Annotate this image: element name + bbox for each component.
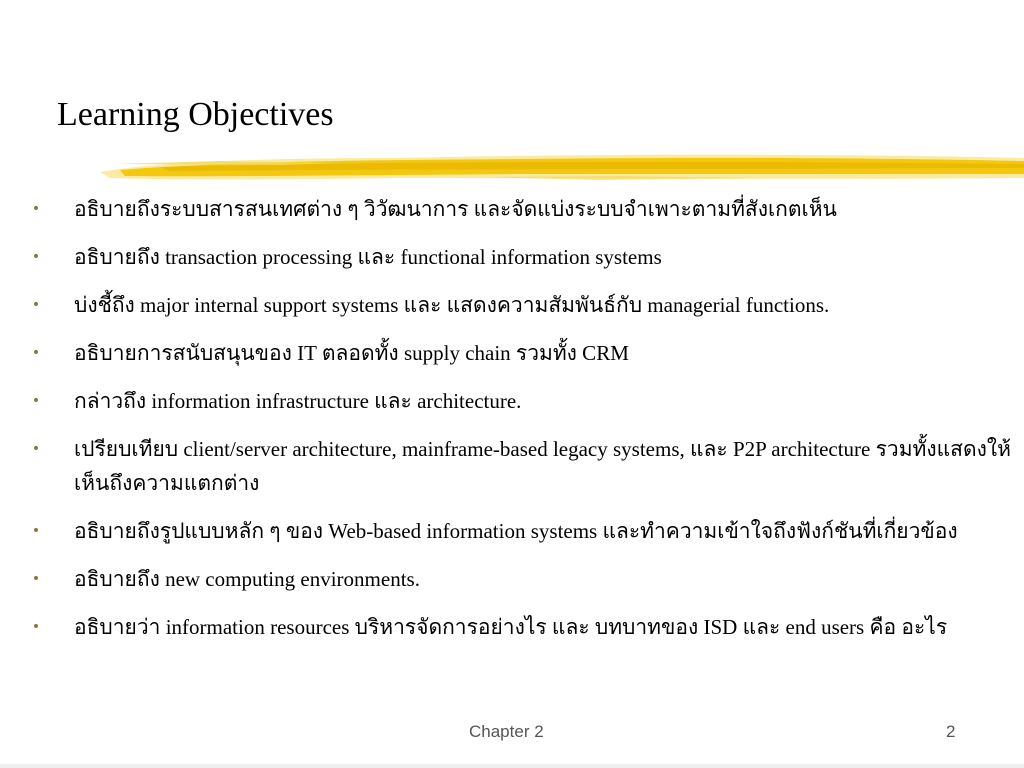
list-item: • อธิบายการสนับสนุนของ IT ตลอดทั้ง supply chain รวมทั้ง CRM: [30, 336, 1020, 370]
list-item: • เปรียบเทียบ client/server architecture, mainframe-based legacy systems, และ P2P architecture รวมทั้งแสดงให้เห็นถึงความแตกต่าง: [30, 432, 1020, 500]
bullet-icon: •: [31, 619, 41, 635]
bullet-icon: •: [31, 571, 41, 587]
bullet-icon: •: [31, 249, 41, 265]
footer-page-number: 2: [946, 722, 956, 741]
list-item: • อธิบายถึงระบบสารสนเทศต่าง ๆ วิวัฒนาการ และจัดแบ่งระบบจำเพาะตามที่สังเกตเห็น: [30, 192, 1020, 226]
list-item: • อธิบายถึง transaction processing และ functional information systems: [30, 240, 1020, 274]
objectives-list: [30, 192, 1020, 658]
bullet-icon: •: [31, 441, 41, 457]
bullet-icon: •: [31, 345, 41, 361]
list-item: • กล่าวถึง information infrastructure และ architecture.: [30, 384, 1020, 418]
list-item: • บ่งชี้ถึง major internal support systems และ แสดงความสัมพันธ์กับ managerial functions.: [30, 288, 1020, 322]
bottom-divider: [0, 764, 1024, 768]
highlighter-brush-decoration: [100, 150, 1024, 186]
slide-title: Learning Objectives: [57, 96, 334, 133]
bullet-icon: •: [31, 523, 41, 539]
list-item: • อธิบายถึงรูปแบบหลัก ๆ ของ Web-based information systems และทำความเข้าใจถึงฟังก์ชันที่เกี่ยวข้อง: [30, 514, 1020, 548]
bullet-icon: •: [31, 393, 41, 409]
bullet-icon: •: [31, 201, 41, 217]
list-item: • อธิบายถึง new computing environments.: [30, 562, 1020, 596]
footer-chapter-label: Chapter 2: [469, 722, 544, 741]
bullet-icon: •: [31, 297, 41, 313]
list-item: • อธิบายว่า information resources บริหารจัดการอย่างไร และ บทบาทของ ISD และ end users คือ อะไร: [30, 610, 1020, 644]
